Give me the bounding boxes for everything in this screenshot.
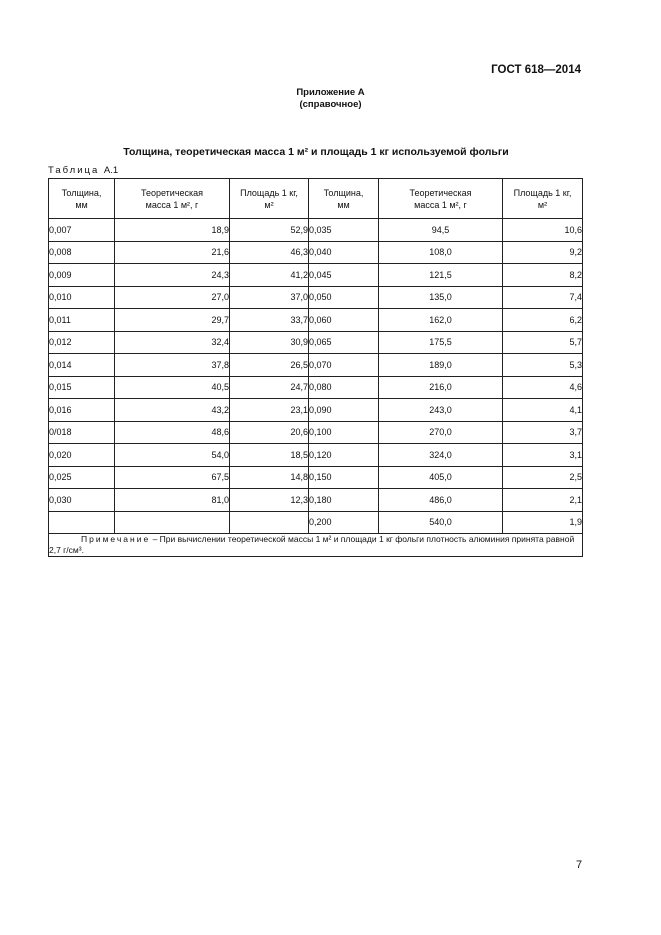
cell-mass: 48,6 [115,421,230,444]
cell-area: 20,6 [230,421,309,444]
cell-mass: 24,3 [115,264,230,287]
cell-thickness: 0,011 [49,309,115,332]
cell-mass: 27,0 [115,286,230,309]
cell-mass: 29,7 [115,309,230,332]
cell-thickness: 0,025 [49,466,115,489]
cell-area: 26,5 [230,354,309,377]
cell-thickness-2: 0,180 [309,489,379,512]
table-row [49,309,583,332]
appendix-subtitle: (справочное) [299,99,362,110]
cell-thickness-2: 0,070 [309,354,379,377]
cell-thickness-2: 0,060 [309,309,379,332]
cell-mass-2: 243,0 [379,399,503,422]
table-row [49,286,583,309]
table-row [49,489,583,512]
cell-mass-2: 121,5 [379,264,503,287]
cell-thickness-2: 0,100 [309,421,379,444]
cell-area-2: 9,2 [503,241,583,264]
cell-area-2: 10,6 [503,219,583,242]
table-row [49,511,583,534]
cell-area-2: 5,3 [503,354,583,377]
cell-thickness-2: 0,090 [309,399,379,422]
cell-mass-2: 108,0 [379,241,503,264]
cell-area-2: 2,5 [503,466,583,489]
cell-area-2: 7,4 [503,286,583,309]
note-label: Примечание [81,534,151,544]
cell-thickness: 0,030 [49,489,115,512]
cell-thickness-2: 0,035 [309,219,379,242]
cell-area: 23,1 [230,399,309,422]
cell-area-2: 4,6 [503,376,583,399]
table-row [49,241,583,264]
cell-mass-2: 486,0 [379,489,503,512]
table-row [49,399,583,422]
cell-area-2: 5,7 [503,331,583,354]
cell-area-2: 8,2 [503,264,583,287]
appendix-title: Приложение А [296,87,365,98]
table-row [49,264,583,287]
standard-number: ГОСТ 618—2014 [491,64,581,76]
cell-mass: 54,0 [115,444,230,467]
cell-thickness: 0,016 [49,399,115,422]
cell-thickness: 0,008 [49,241,115,264]
table-row [49,421,583,444]
cell-thickness: 0,015 [49,376,115,399]
cell-mass-2: 94,5 [379,219,503,242]
header-mass-2: Теоретическая масса 1 м², г [379,179,503,219]
cell-area: 37,0 [230,286,309,309]
cell-thickness-2: 0,045 [309,264,379,287]
cell-mass: 67,5 [115,466,230,489]
cell-thickness-2: 0,080 [309,376,379,399]
cell-thickness: 0,010 [49,286,115,309]
cell-mass-2: 270,0 [379,421,503,444]
cell-mass-2: 162,0 [379,309,503,332]
cell-mass-2: 135,0 [379,286,503,309]
cell-thickness-2: 0,050 [309,286,379,309]
cell-mass: 40,5 [115,376,230,399]
cell-area-2: 3,1 [503,444,583,467]
table-heading: Толщина, теоретическая масса 1 м² и площадь 1 кг используемой фольги [123,146,509,158]
cell-area: 52,9 [230,219,309,242]
cell-mass-2: 216,0 [379,376,503,399]
table-row [49,376,583,399]
cell-area-2: 2,1 [503,489,583,512]
table-note-row [49,534,583,557]
header-area-2: Площадь 1 кг, м² [503,179,583,219]
cell-mass-2: 405,0 [379,466,503,489]
cell-mass-2: 175,5 [379,331,503,354]
table-caption-number: А.1 [103,165,119,176]
cell-area: 30,9 [230,331,309,354]
cell-thickness: 0,007 [49,219,115,242]
cell-mass: 21,6 [115,241,230,264]
cell-mass: 81,0 [115,489,230,512]
table-note [49,534,583,557]
cell-thickness-2: 0,065 [309,331,379,354]
cell-thickness: 0,014 [49,354,115,377]
cell-area: 33,7 [230,309,309,332]
cell-mass-2: 189,0 [379,354,503,377]
cell-mass-2: 540,0 [379,511,503,534]
header-thickness: Толщина, мм [49,179,115,219]
cell-area: 18,5 [230,444,309,467]
cell-area: 46,3 [230,241,309,264]
table-row [49,466,583,489]
table-caption-label: Таблица [48,165,100,176]
cell-area: 41,2 [230,264,309,287]
cell-area-2: 3,7 [503,421,583,444]
cell-thickness: 0,012 [49,331,115,354]
header-mass: Теоретическая масса 1 м², г [115,179,230,219]
cell-mass: 37,8 [115,354,230,377]
cell-area-2: 1,9 [503,511,583,534]
cell-area: 14,8 [230,466,309,489]
cell-thickness-2: 0,120 [309,444,379,467]
cell-thickness-2: 0,150 [309,466,379,489]
header-thickness-2: Толщина, мм [309,179,379,219]
cell-mass: 43,2 [115,399,230,422]
cell-thickness-2: 0,200 [309,511,379,534]
table-header-row [49,179,583,219]
foil-table [48,178,583,557]
cell-area: 12,3 [230,489,309,512]
cell-mass [115,511,230,534]
table-row [49,354,583,377]
cell-thickness: 0,020 [49,444,115,467]
cell-thickness [49,511,115,534]
cell-thickness-2: 0,040 [309,241,379,264]
cell-area: 24,7 [230,376,309,399]
cell-mass: 32,4 [115,331,230,354]
cell-mass-2: 324,0 [379,444,503,467]
cell-area-2: 4,1 [503,399,583,422]
note-text: – При вычислении теоретической массы 1 м² и площади 1 кг фольги плотность алюминия принята равной 2,7 г/см³. [49,534,575,555]
appendix-heading [0,87,661,111]
table-row [49,444,583,467]
table-caption [48,165,118,176]
cell-mass: 18,9 [115,219,230,242]
cell-thickness: 0,009 [49,264,115,287]
cell-area [230,511,309,534]
table-row [49,219,583,242]
cell-thickness: 0/018 [49,421,115,444]
header-area: Площадь 1 кг, м² [230,179,309,219]
table-row [49,331,583,354]
table-body [49,219,583,534]
page-number: 7 [576,859,583,871]
cell-area-2: 6,2 [503,309,583,332]
